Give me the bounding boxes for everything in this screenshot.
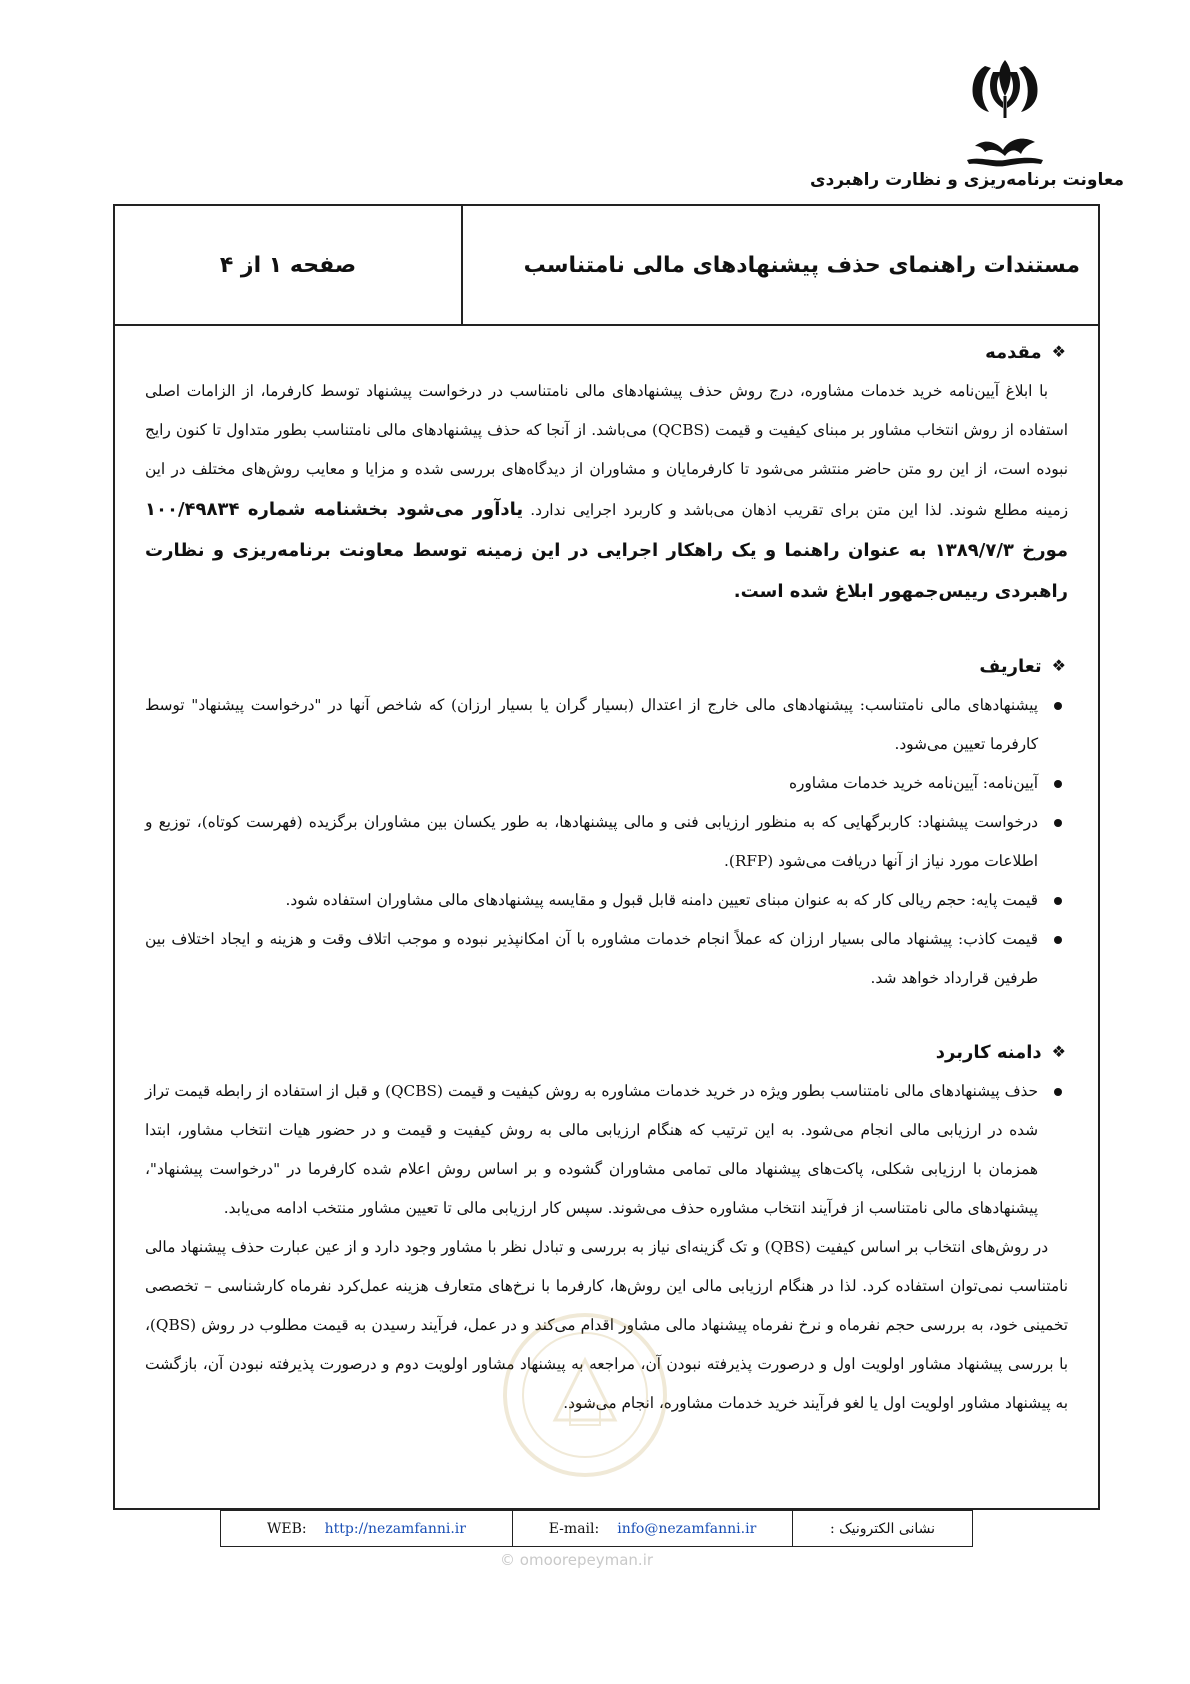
list-item bbox=[145, 881, 1068, 920]
bullet-icon bbox=[1054, 780, 1062, 788]
document-title: مستندات راهنمای حذف پیشنهادهای مالی نامتناسب bbox=[461, 206, 1098, 324]
four-diamond-bullet-icon: ❖ bbox=[1051, 342, 1066, 361]
page-counter: صفحه ۱ از ۴ bbox=[219, 252, 357, 278]
list-item-text: آیین‌نامه: آیین‌نامه خرید خدمات مشاوره bbox=[789, 774, 1038, 792]
bullet-icon bbox=[1054, 702, 1062, 710]
email-key: E-mail: bbox=[548, 1520, 600, 1537]
heading-text: مقدمه bbox=[985, 341, 1042, 363]
list-item-text: قیمت کاذب: پیشنهاد مالی بسیار ارزان که عملاً انجام خدمات مشاوره با آن امکانپذیر نبوده و موجب اتلاف وقت و هزینه و ایجاد اختلاف بین طرفین قرارداد خواهد شد. bbox=[145, 930, 1038, 987]
iran-emblem-icon bbox=[945, 52, 1065, 182]
heading-text: تعاریف bbox=[979, 655, 1042, 677]
intro-bold-text: یادآور می‌شود بخشنامه شماره ۱۰۰/۴۹۸۳۴ مورخ ۱۳۸۹/۷/۳ به عنوان راهنما و یک راهکار اجرایی در این زمینه توسط معاونت برنامه‌ریزی و نظارت راهبردی رییس‌جمهور ابلاغ شده است. bbox=[145, 499, 1068, 602]
bullet-icon bbox=[1054, 1088, 1062, 1096]
list-item bbox=[145, 920, 1068, 998]
four-diamond-bullet-icon: ❖ bbox=[1051, 656, 1066, 675]
web-key: WEB: bbox=[267, 1520, 307, 1537]
section-heading-intro bbox=[145, 332, 1066, 372]
scope-paragraph: در روش‌های انتخاب بر اساس کیفیت (QBS) و تک گزینه‌ای نیاز به بررسی و تبادل نظر با مشاور وجود دارد و از عین عبارت حذف پیشنهاد مالی نامتناسب نمی‌توان استفاده کرد. لذا در هنگام ارزیابی مالی این روش‌ها، کارفرما با نرخ‌های متعارف هزینه عمل‌کرد نفرماه کارشناسی – تخصصی تخمینی خود، به بررسی حجم نفرماه و نرخ نفرماه پیشنهاد مالی مشاور اقدام می‌کند و در عمل، فرآیند رسیدن به قیمت مطلوب در روش (QBS)، با بررسی پیشنهاد مشاور اولویت اول و درصورت پذیرفته نبودن آن، مراجعه به پیشنهاد مشاور اولویت دوم و درصورت پذیرفته نبودن آن، بازگشت به پیشنهاد مشاور اولویت اول یا لغو فرآیند خرید خدمات مشاوره، انجام می‌شود. bbox=[145, 1238, 1068, 1412]
list-item bbox=[145, 1072, 1068, 1228]
web-link[interactable]: http://nezamfanni.ir bbox=[324, 1520, 466, 1537]
footer-email bbox=[512, 1511, 792, 1546]
body-content bbox=[145, 332, 1068, 1423]
bullet-icon bbox=[1054, 897, 1062, 905]
bullet-icon bbox=[1054, 819, 1062, 827]
intro-paragraph bbox=[145, 372, 1068, 612]
watermark-text: omoorepeyman.ir bbox=[519, 1551, 654, 1569]
section-heading-scope bbox=[145, 1032, 1066, 1072]
email-link[interactable]: info@nezamfanni.ir bbox=[617, 1520, 757, 1537]
footer-label: نشانی الکترونیک : bbox=[792, 1511, 972, 1546]
section-heading-definitions bbox=[145, 646, 1066, 686]
bullet-icon bbox=[1054, 936, 1062, 944]
list-item-text: حذف پیشنهادهای مالی نامتناسب بطور ویژه در خرید خدمات مشاوره به روش کیفیت و قیمت (QCBS) و قبل از استفاده از رابطه قیمت تراز شده در ارزیابی مالی انجام می‌شود. به این ترتیب که هنگام ارزیابی مالی به روش کیفیت و قیمت و در حضور هیات انتخاب مشاور، ابتدا همزمان با ارزیابی شکلی، پاکت‌های پیشنهاد مالی تمامی مشاوران گشوده و بر اساس روش اعلام شده کارفرما در "درخواست پیشنهاد"، پیشنهادهای مالی نامتناسب از فرآیند انتخاب مشاوره حذف می‌شوند. سپس کار ارزیابی مالی تا تعیین مشاور منتخب ادامه می‌یابد. bbox=[145, 1082, 1038, 1217]
copyright-icon: © bbox=[500, 1551, 515, 1569]
list-item bbox=[145, 803, 1068, 881]
seal-watermark-icon bbox=[500, 1310, 670, 1480]
definitions-list bbox=[145, 686, 1068, 998]
intro-text: با ابلاغ آیین‌نامه خرید خدمات مشاوره، درج روش حذف پیشنهادهای مالی نامتناسب در درخواست پیشنهاد توسط کارفرما، از الزامات اصلی استفاده از روش انتخاب مشاور بر مبنای کیفیت و قیمت (QCBS) می‌باشد. از آنجا که حذف پیشنهادهای مالی نامتناسب بطور متداول تا کنون رایج نبوده است، از این رو متن حاضر منتشر می‌شود تا کارفرمایان و مشاوران از دیدگاه‌های بررسی شده و مزایا و معایب روش‌های مختلف در این زمینه مطلع شوند. لذا این متن برای تقریب اذهان می‌باشد و کاربرد اجرایی ندارد. bbox=[145, 382, 1068, 519]
site-watermark bbox=[500, 1551, 653, 1569]
list-item bbox=[145, 686, 1068, 764]
title-box bbox=[113, 204, 1100, 326]
footer-web bbox=[221, 1511, 512, 1546]
heading-text: دامنه کاربرد bbox=[935, 1041, 1042, 1063]
scope-list bbox=[145, 1072, 1068, 1228]
organization-name: معاونت برنامه‌ریزی و نظارت راهبردی bbox=[810, 170, 1124, 190]
footer-contact-box bbox=[220, 1510, 973, 1547]
list-item-text: درخواست پیشنهاد: کاربرگهایی که به منظور ارزیابی فنی و مالی پیشنهادها، به طور یکسان بین مشاوران برگزیده (فهرست کوتاه)، توزیع و اطلاعات مورد نیاز از آنها دریافت می‌شود (RFP). bbox=[145, 813, 1038, 870]
list-item-text: قیمت پایه: حجم ریالی کار که به عنوان مبنای تعیین دامنه قابل قبول و مقایسه پیشنهادهای مالی مشاوران استفاده شود. bbox=[285, 891, 1038, 909]
list-item bbox=[145, 764, 1068, 803]
four-diamond-bullet-icon: ❖ bbox=[1051, 1042, 1066, 1061]
list-item-text: پیشنهادهای مالی نامتناسب: پیشنهادهای مالی خارج از اعتدال (بسیار گران یا بسیار ارزان) که شاخص آنها در "درخواست پیشنهاد" توسط کارفرما تعیین می‌شود. bbox=[145, 696, 1038, 753]
